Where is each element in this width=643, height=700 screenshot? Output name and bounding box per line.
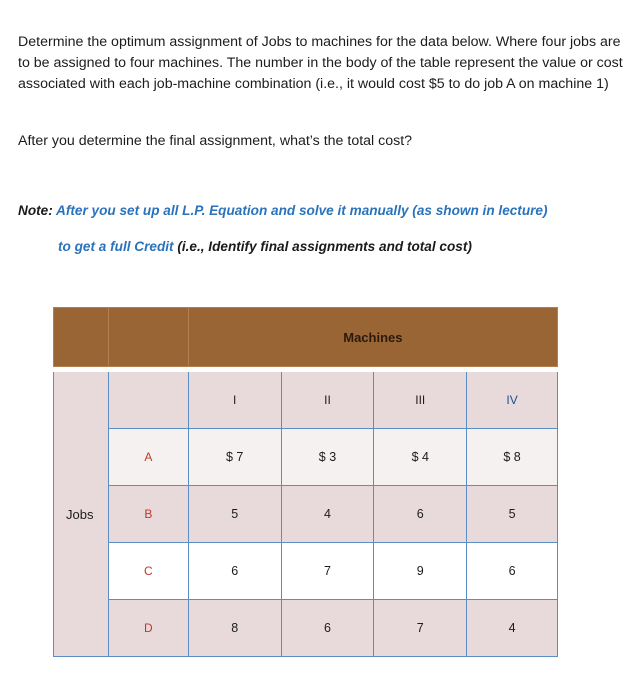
- cost-cell: 6: [374, 486, 467, 543]
- cost-cell: $ 7: [188, 429, 281, 486]
- cost-cell: 6: [281, 600, 374, 657]
- note-line-2: [58, 237, 472, 257]
- machine-label: I: [188, 372, 281, 429]
- cost-cell: 5: [467, 486, 558, 543]
- machine-label-row: [54, 372, 558, 429]
- table-row: [54, 429, 558, 486]
- note-credit: to get a full Credit: [58, 239, 174, 254]
- header-blank: [54, 308, 109, 367]
- job-label: D: [108, 600, 188, 657]
- machine-label: II: [281, 372, 374, 429]
- table-header-row: [54, 308, 558, 367]
- cost-cell: $ 8: [467, 429, 558, 486]
- cost-cell: 9: [374, 543, 467, 600]
- job-label: A: [108, 429, 188, 486]
- table-row: [54, 600, 558, 657]
- cost-cell: $ 3: [281, 429, 374, 486]
- cost-cell: 4: [467, 600, 558, 657]
- cost-cell: 7: [281, 543, 374, 600]
- table-row: [54, 543, 558, 600]
- machine-label: III: [374, 372, 467, 429]
- job-label: C: [108, 543, 188, 600]
- cost-cell: 8: [188, 600, 281, 657]
- corner-cell: [108, 372, 188, 429]
- jobs-label: Jobs: [54, 372, 109, 657]
- note-label: Note:: [18, 203, 53, 218]
- header-blank: [108, 308, 188, 367]
- cost-cell: $ 4: [374, 429, 467, 486]
- question-total-cost: After you determine the final assignment, what’s the total cost?: [18, 133, 413, 149]
- cost-table: [53, 307, 558, 657]
- machines-header: Machines: [188, 308, 557, 367]
- note-requirement: (i.e., Identify final assignments and total cost): [177, 239, 472, 254]
- cost-cell: 7: [374, 600, 467, 657]
- cost-cell: 4: [281, 486, 374, 543]
- question-paragraph: Determine the optimum assignment of Jobs to machines for the data below. Where four jobs are to be assigned to four machines. The number in the body of the table represent the value or cost associated with each job-machine combination (i.e., it would cost $5 to do job A on machine 1): [18, 34, 623, 92]
- table-row: [54, 486, 558, 543]
- cost-cell: 6: [188, 543, 281, 600]
- cost-cell: 6: [467, 543, 558, 600]
- machine-label: IV: [467, 372, 558, 429]
- job-label: B: [108, 486, 188, 543]
- note-line-1: [18, 201, 548, 221]
- cost-cell: 5: [188, 486, 281, 543]
- note-instruction: After you set up all L.P. Equation and solve it manually (as shown in lecture): [56, 203, 548, 218]
